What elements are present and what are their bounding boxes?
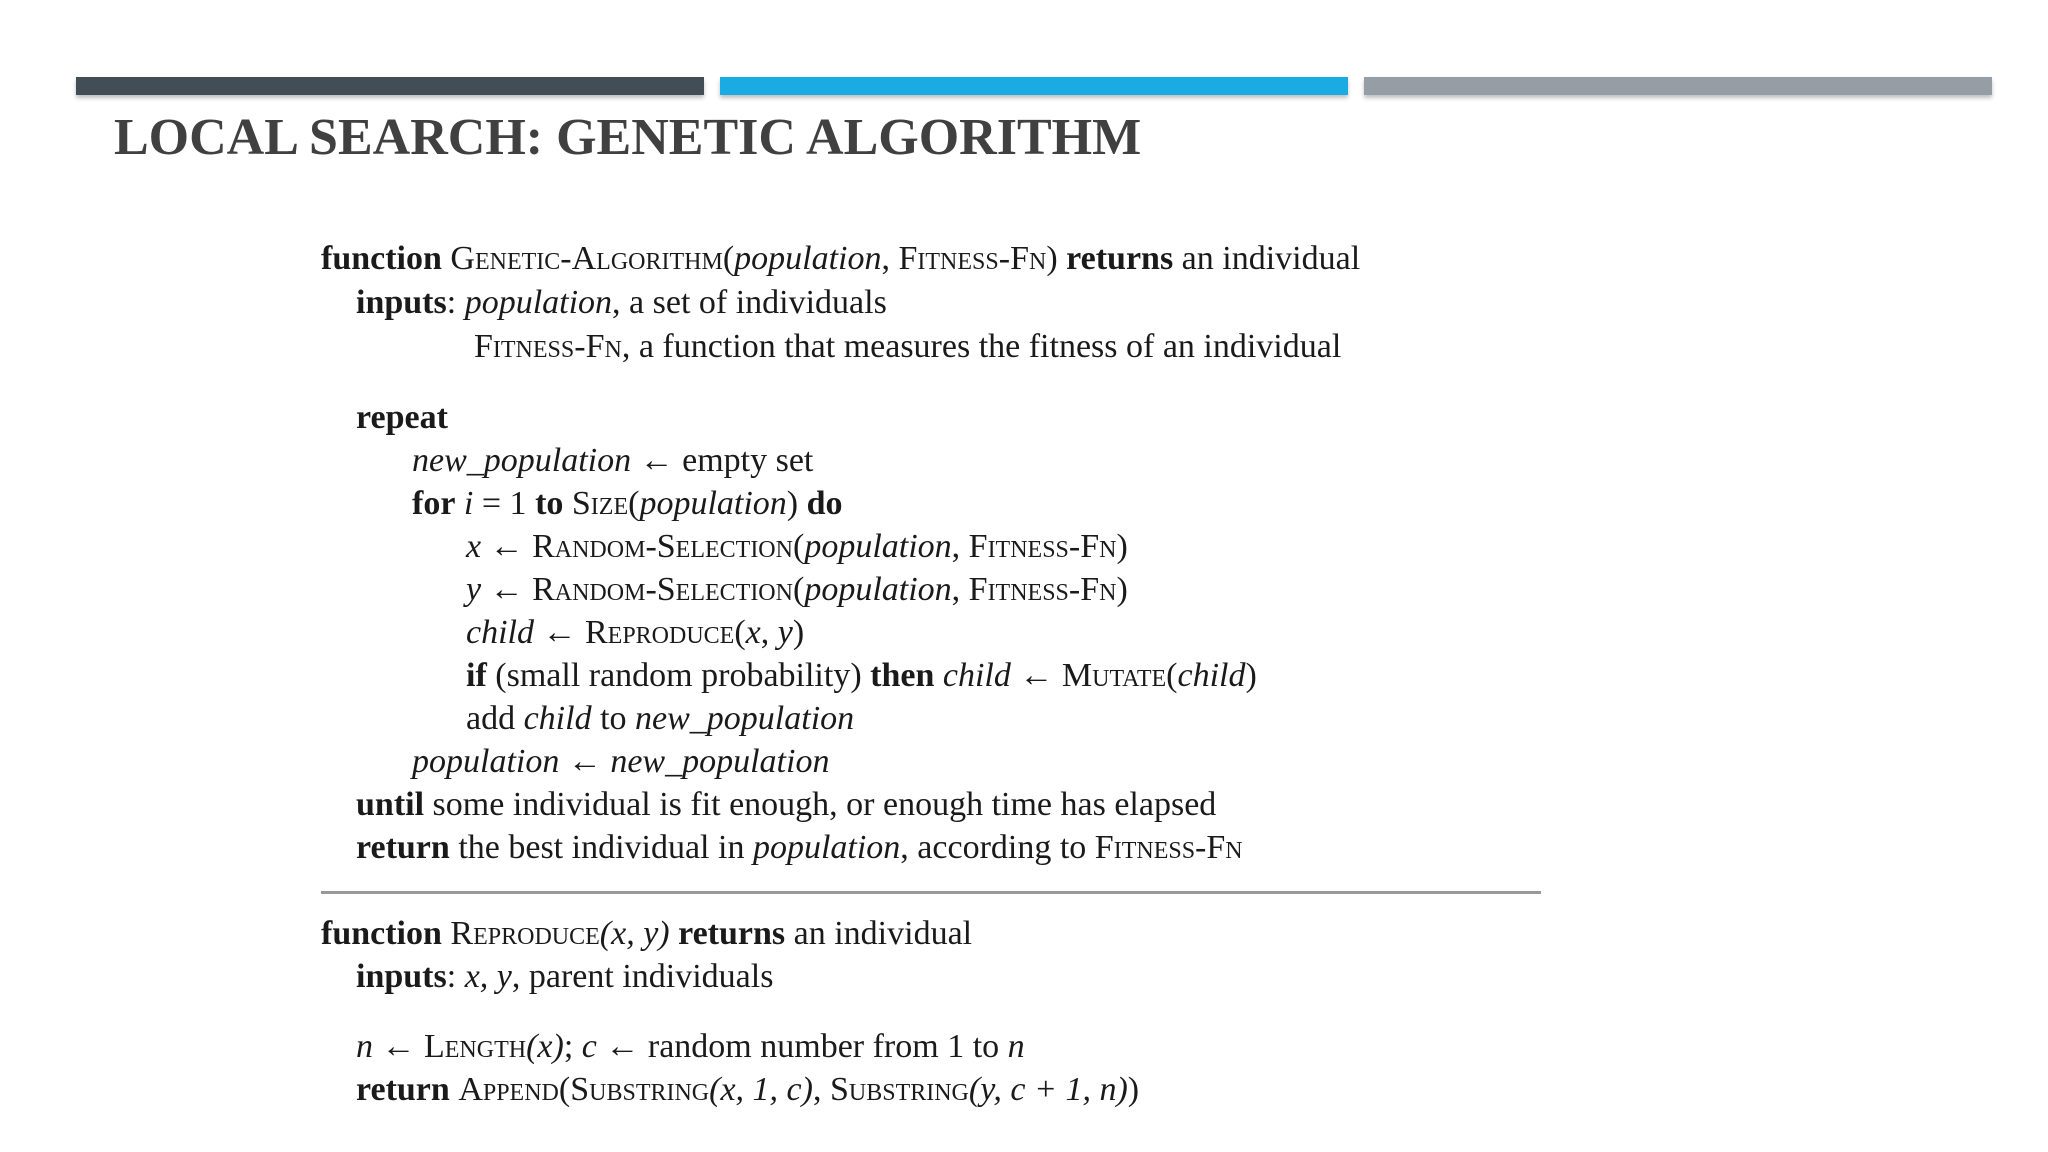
paren-open: ( (792, 571, 805, 608)
to-keyword: to (535, 485, 564, 522)
input-fitness-fn: Fitness-Fn (474, 328, 622, 365)
length-fn: Length (424, 1028, 527, 1065)
length-line (356, 1027, 1025, 1067)
var-y: y (466, 571, 482, 608)
equals-one: = 1 (473, 485, 536, 522)
for-line (412, 484, 843, 524)
returns-text: an individual (1173, 240, 1361, 277)
inputs-keyword: inputs (356, 958, 447, 995)
until-line (356, 785, 1216, 825)
returns-text: an individual (785, 915, 973, 952)
colon: : (446, 284, 465, 321)
arg-population: population (804, 571, 952, 608)
paren-open: ( (1166, 657, 1178, 694)
return-keyword: return (356, 829, 450, 866)
reproduce-return-line (356, 1070, 1139, 1110)
var-new-population: new_population (412, 442, 632, 479)
substring-args-1: (x, 1, c) (709, 1071, 813, 1108)
fitness-fn: Fitness-Fn (1094, 829, 1243, 866)
size-fn: Size (571, 485, 629, 522)
separator-line (321, 891, 1541, 894)
add-child-line (466, 699, 854, 739)
arrow: ← (559, 743, 611, 780)
substring-fn: Substring (829, 1071, 969, 1108)
substring-fn: Substring (570, 1071, 710, 1108)
append-fn: Append (458, 1071, 559, 1108)
until-keyword: until (356, 786, 425, 823)
var-new-population: new_population (635, 700, 855, 737)
paren-open: ( (558, 1071, 571, 1108)
comma: , (881, 240, 899, 277)
function-keyword: function (321, 915, 442, 952)
if-condition: (small random probability) (486, 657, 871, 694)
returns-keyword: returns (1066, 240, 1174, 277)
var-x: x (466, 528, 482, 565)
paren-close: ) (1116, 571, 1128, 608)
return-keyword: return (356, 1071, 450, 1108)
function-name: Reproduce (450, 915, 600, 952)
substring-args-2: (y, c + 1, n) (968, 1071, 1128, 1108)
for-keyword: for (412, 485, 456, 522)
arrow: ← (373, 1028, 424, 1065)
ga-function-header (321, 239, 1360, 279)
arrow: ← (533, 614, 585, 651)
paren-close: ) (1116, 528, 1128, 565)
arg-fitness-fn: Fitness-Fn (968, 528, 1117, 565)
input-desc: , parent individuals (511, 958, 774, 995)
child-reproduce-line (466, 613, 804, 653)
function-keyword: function (321, 240, 442, 277)
arg-fitness-fn: Fitness-Fn (968, 571, 1117, 608)
arg-population: population (804, 528, 952, 565)
return-text: the best individual in (449, 829, 753, 866)
var-i: i (463, 485, 474, 522)
colon: : (446, 958, 465, 995)
comma: , (760, 614, 778, 651)
var-population: population (412, 743, 560, 780)
random-text: random number from 1 to (647, 1028, 1008, 1065)
arg-population: population (639, 485, 787, 522)
var-child: child (466, 614, 534, 651)
x-selection-line (466, 527, 1128, 567)
reproduce-inputs-line (356, 957, 773, 997)
inputs-keyword: inputs (356, 284, 447, 321)
var-n: n (356, 1028, 373, 1065)
init-value: empty set (682, 442, 814, 479)
input-fitness-desc: , a function that measures the fitness of an individual (621, 328, 1342, 365)
ga-inputs-fitness-line (474, 327, 1341, 367)
add-text: add (466, 700, 524, 737)
repeat-keyword: repeat (356, 399, 448, 436)
var-n: n (1007, 1028, 1025, 1065)
input-population: population (464, 284, 613, 321)
var-c: c (581, 1028, 597, 1065)
reproduce-function-header (321, 914, 972, 954)
length-arg: (x) (526, 1028, 564, 1065)
paren-close: ) (1127, 1071, 1140, 1108)
returns-keyword: returns (678, 915, 786, 952)
random-selection-fn: Random-Selection (532, 528, 793, 565)
input-vars: x, y (464, 958, 512, 995)
var-child: child (523, 700, 592, 737)
paren-open: ( (628, 485, 640, 522)
to-text: to (591, 700, 636, 737)
arg-y: y (777, 614, 793, 651)
comma: , (951, 571, 969, 608)
if-keyword: if (466, 657, 487, 694)
paren-close: ) (1245, 657, 1257, 694)
mutate-fn: Mutate (1061, 657, 1167, 694)
arrow: ← (481, 571, 533, 608)
comma: , (951, 528, 969, 565)
ga-return-line (356, 828, 1243, 868)
arrow: ← (631, 442, 683, 479)
var-population: population (752, 829, 901, 866)
if-mutate-line (466, 656, 1257, 696)
function-name: Genetic-Algorithm (450, 240, 723, 277)
page-title: LOCAL SEARCH: GENETIC ALGORITHM (114, 109, 1142, 166)
until-condition: some individual is fit enough, or enough time has elapsed (424, 786, 1217, 823)
param-population: population (734, 240, 882, 277)
param-fitness-fn: Fitness-Fn (898, 240, 1047, 277)
arrow: ← (1010, 657, 1062, 694)
paren-open: ( (734, 614, 746, 651)
var-child: child (942, 657, 1011, 694)
repeat-line (356, 398, 448, 438)
init-line (412, 441, 813, 481)
paren-open: ( (792, 528, 805, 565)
ga-inputs-line (356, 283, 887, 323)
paren-close: ) (1046, 240, 1058, 277)
population-assign-line (412, 742, 829, 782)
semicolon: ; (563, 1028, 582, 1065)
paren-close: ) (786, 485, 799, 522)
y-selection-line (466, 570, 1128, 610)
reproduce-fn: Reproduce (584, 614, 735, 651)
arrow: ← (481, 528, 533, 565)
arg-child: child (1177, 657, 1246, 694)
arg-x: x (745, 614, 761, 651)
input-population-desc: , a set of individuals (612, 284, 887, 321)
arrow: ← (596, 1028, 648, 1065)
function-args: (x, y) (599, 915, 670, 952)
random-selection-fn: Random-Selection (532, 571, 793, 608)
comma: , (812, 1071, 830, 1108)
do-keyword: do (806, 485, 843, 522)
var-new-population: new_population (610, 743, 830, 780)
then-keyword: then (870, 657, 935, 694)
paren-close: ) (792, 614, 805, 651)
return-text-2: , according to (900, 829, 1095, 866)
paren-open: ( (722, 240, 735, 277)
